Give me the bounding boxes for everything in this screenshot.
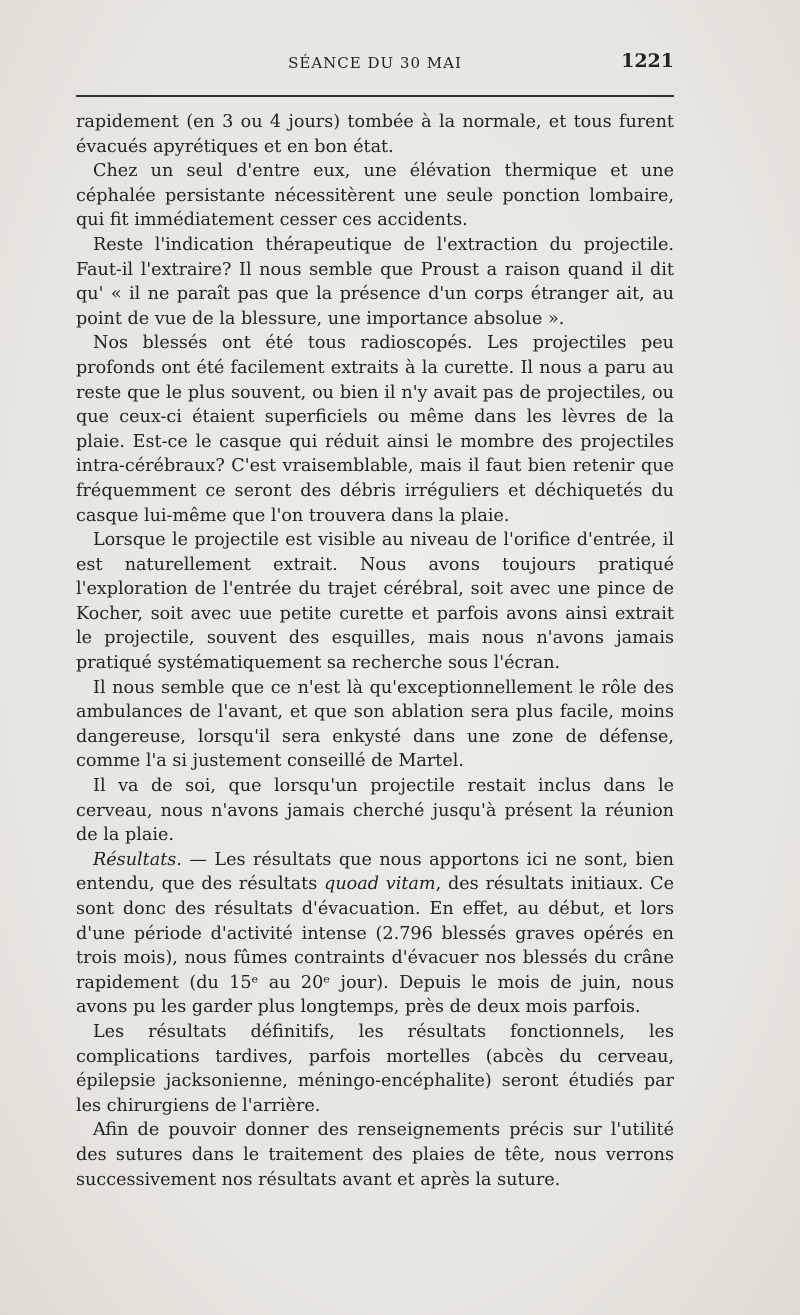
latin-phrase: quoad vitam xyxy=(324,874,436,895)
paragraph-results xyxy=(76,848,674,1020)
paragraph: rapidement (en 3 ou 4 jours) tombée à la normale, et tous furent évacués apyrétiques et en bon état. xyxy=(76,112,674,157)
paragraph: Nos blessés ont été tous radioscopés. Les projectiles peu profonds ont été facilement extraits à la curette. Il nous a paru au reste que le plus souvent, ou bien il n'y avait pas de projectiles, ou que ceux-ci étaient superficiels ou même dans les lèvres de la plaie. Est-ce le casque qui réduit ainsi le mombre des projectiles intra-cérébraux? C'est vraisemblable, mais il faut bien retenir que fréquemment ce seront des débris irréguliers et déchiquetés du casque lui-même que l'on trouvera dans la plaie. xyxy=(76,333,674,526)
paragraph-segment: , des résultats initiaux. Ce sont donc des résultats d'évacuation. En effet, au début, et lors d'une période d'activité intense (2.796 blessés graves opérés en trois mois), nous fûmes contraints d'évacuer nos blessés du crâne rapidement (du 15ᵉ au 20ᵉ jour). Depuis le mois de juin, nous avons pu les garder plus longtemps, près de deux mois parfois. xyxy=(76,874,675,1018)
paragraph: Chez un seul d'entre eux, une élévation thermique et une céphalée persistante nécessitèrent une seule ponction lombaire, qui fit immédiatement cesser ces accidents. xyxy=(76,161,674,231)
paragraph-segment: — Les résultats que nous apportons ici ne sont, bien entendu, que des résultats xyxy=(76,849,674,895)
header-rule xyxy=(76,95,674,97)
paragraph: Il va de soi, que lorsqu'un projectile restait inclus dans le cerveau, nous n'avons jamais cherché jusqu'à présent la réunion de la plaie. xyxy=(76,776,674,846)
body-text xyxy=(76,110,674,1192)
page-number: 1221 xyxy=(621,50,674,72)
paragraph: Il nous semble que ce n'est là qu'exceptionnellement le rôle des ambulances de l'avant, et que son ablation sera plus facile, moins dangereuse, lorsqu'il sera enkysté dans une zone de défense, comme l'a si justement conseillé de Martel. xyxy=(76,677,674,772)
page-header xyxy=(76,50,674,74)
paragraph: Les résultats définitifs, les résultats fonctionnels, les complications tardives, parfois mortelles (abcès du cerveau, épilepsie jacksonienne, méningo-encéphalite) seront étudiés par les chirurgiens de l'arrière. xyxy=(76,1021,674,1116)
paragraph: Reste l'indication thérapeutique de l'extraction du projectile. Faut-il l'extraire? Il nous semble que Proust a raison quand il dit qu' « il ne paraît pas que la présence d'un corps étranger ait, au point de vue de la blessure, une importance absolue ». xyxy=(76,234,674,329)
paragraph: Afin de pouvoir donner des renseignements précis sur l'utilité des sutures dans le traitement des plaies de tête, nous verrons successivement nos résultats avant et après la suture. xyxy=(76,1120,674,1190)
running-head: SÉANCE DU 30 MAI xyxy=(288,54,462,72)
section-lead: Résultats. xyxy=(93,849,182,870)
paragraph: Lorsque le projectile est visible au niveau de l'orifice d'entrée, il est naturellement extrait. Nous avons toujours pratiqué l'exploration de l'entrée du trajet cérébral, soit avec une pince de Kocher, soit avec uue petite curette et parfois avons ainsi extrait le projectile, souvent des esquilles, mais nous n'avons jamais pratiqué systématiquement sa recherche sous l'écran. xyxy=(76,530,674,674)
